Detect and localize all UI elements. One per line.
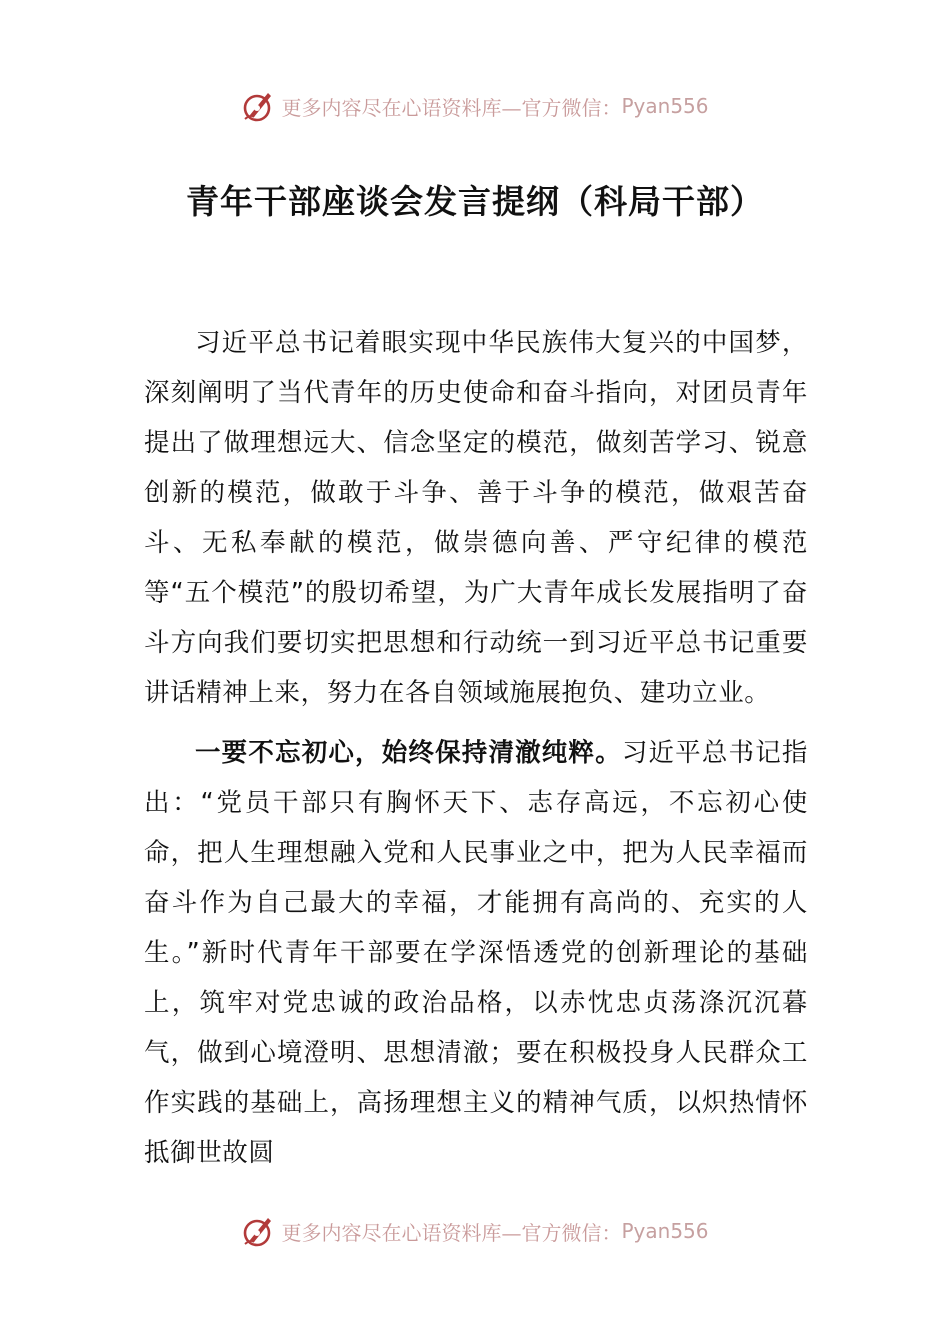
watermark-text: 更多内容尽在心语资料库—官方微信：	[281, 1220, 622, 1245]
header-watermark	[0, 86, 950, 126]
paragraph-text: 习近平总书记指出：“党员干部只有胸怀天下、志存高远，不忘初心使命，把人生理想融入党和人民事业之中，把为人民幸福而奋斗作为自己最大的幸福，才能拥有高尚的、充实的人生。”新时代青年干部要在学深悟透党的创新理论的基础上，筑牢对党忠诚的政治品格，以赤忱忠贞荡涤沉沉暮气，做到心境澄明、思想清澈；要在积极投身人民群众工作实践的基础上，高扬理想主义的精神气质，以炽热情怀抵御世故圆	[144, 738, 808, 1168]
document-body	[144, 318, 808, 1178]
body-paragraph	[144, 318, 808, 718]
paragraph-text: 习近平总书记着眼实现中华民族伟大复兴的中国梦，深刻阐明了当代青年的历史使命和奋斗指向，对团员青年提出了做理想远大、信念坚定的模范，做刻苦学习、锐意创新的模范，做敢于斗争、善于斗争的模范，做艰苦奋斗、无私奉献的模范，做崇德向善、严守纪律的模范等“五个模范”的殷切希望，为广大青年成长发展指明了奋斗方向我们要切实把思想和行动统一到习近平总书记重要讲话精神上来，努力在各自领域施展抱负、建功立业。	[144, 328, 808, 708]
footer-watermark	[0, 1211, 950, 1251]
watermark-wechat-id: Pyan556	[621, 94, 709, 118]
watermark-wechat-id: Pyan556	[621, 1219, 709, 1243]
quill-logo-icon	[241, 1213, 277, 1249]
quill-logo-icon	[241, 88, 277, 124]
document-title: 青年干部座谈会发言提纲（科局干部）	[186, 182, 764, 221]
body-paragraph	[144, 728, 808, 1178]
watermark-text: 更多内容尽在心语资料库—官方微信：	[281, 95, 622, 120]
paragraph-lead-heading: 一要不忘初心，始终保持清澈纯粹。	[195, 738, 622, 768]
